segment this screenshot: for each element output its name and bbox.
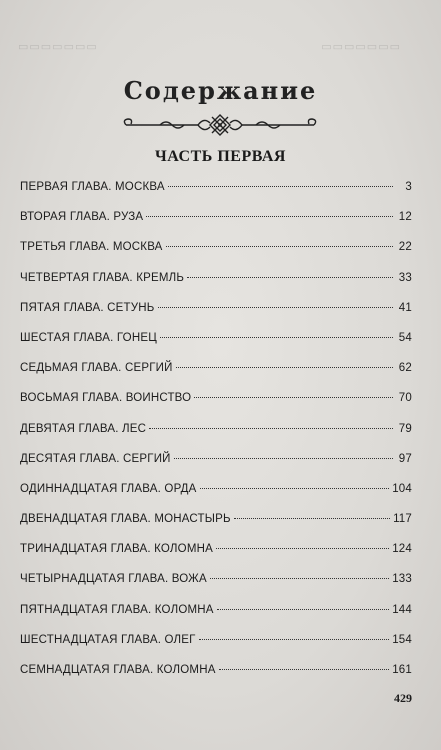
toc-entry-page: 41 xyxy=(398,301,412,314)
toc-entry-page: 133 xyxy=(392,573,412,586)
toc-entry-title: ВТОРАЯ ГЛАВА. РУЗА xyxy=(20,211,144,224)
dot-leader xyxy=(200,488,390,489)
toc-entry-title: СЕМНАДЦАТАЯ ГЛАВА. КОЛОМНА xyxy=(20,664,216,676)
toc-entry-page: 79 xyxy=(398,422,412,435)
toc-entry-title: ПЯТАЯ ГЛАВА. СЕТУНЬ xyxy=(20,301,155,314)
toc-entry-title: ОДИННАДЦАТАЯ ГЛАВА. ОРДА xyxy=(20,482,197,495)
toc-entry-page: 70 xyxy=(398,392,412,405)
dot-leader xyxy=(194,397,393,398)
dot-leader xyxy=(234,518,390,519)
toc-entry-page: 104 xyxy=(392,482,412,495)
dot-leader xyxy=(210,578,389,579)
toc-entry xyxy=(20,392,412,422)
toc-entry xyxy=(20,513,412,543)
dot-leader xyxy=(168,186,393,187)
toc-entry-title: ПЕРВАЯ ГЛАВА. МОСКВА xyxy=(20,181,165,193)
table-of-contents xyxy=(20,181,412,694)
dot-leader xyxy=(149,428,393,429)
dot-leader xyxy=(219,669,390,670)
dot-leader xyxy=(166,246,393,247)
toc-entry-title: ДВЕНАДЦАТАЯ ГЛАВА. МОНАСТЫРЬ xyxy=(20,513,231,526)
toc-entry-title: ЧЕТЫРНАДЦАТАЯ ГЛАВА. ВОЖА xyxy=(20,573,207,586)
toc-entry-page: 3 xyxy=(405,181,412,193)
toc-entry-page: 144 xyxy=(392,603,412,616)
toc-entry-page: 12 xyxy=(398,211,412,224)
toc-entry xyxy=(20,453,412,483)
contents-heading: Содержание xyxy=(123,76,318,105)
toc-entry-page: 54 xyxy=(398,331,412,344)
dot-leader xyxy=(216,548,389,549)
page-number: 429 xyxy=(394,691,412,705)
toc-entry xyxy=(20,573,412,603)
toc-entry xyxy=(20,604,412,634)
toc-entry-page: 62 xyxy=(398,362,412,375)
dot-leader xyxy=(174,458,393,459)
toc-entry-page: 124 xyxy=(392,543,412,556)
toc-entry-page: 97 xyxy=(398,452,412,465)
dot-leader xyxy=(146,216,393,217)
toc-entry-page: 22 xyxy=(398,241,412,254)
toc-entry-title: ТРИНАДЦАТАЯ ГЛАВА. КОЛОМНА xyxy=(20,543,213,556)
toc-entry-title: ПЯТНАДЦАТАЯ ГЛАВА. КОЛОМНА xyxy=(20,603,214,616)
toc-entry-page: 154 xyxy=(392,633,412,646)
dot-leader xyxy=(158,307,394,308)
dot-leader xyxy=(199,639,390,640)
dot-leader xyxy=(176,367,393,368)
ornamental-divider-icon xyxy=(120,113,320,137)
dot-leader xyxy=(160,337,393,338)
toc-entry xyxy=(20,362,412,392)
toc-entry xyxy=(20,423,412,453)
toc-entry xyxy=(20,332,412,362)
toc-entry xyxy=(20,211,412,241)
toc-entry-page: 33 xyxy=(398,271,412,284)
toc-entry-title: ЧЕТВЕРТАЯ ГЛАВА. КРЕМЛЬ xyxy=(20,271,185,284)
toc-entry xyxy=(20,241,412,271)
toc-entry xyxy=(20,543,412,573)
bleed-through-header: ▭▭▭▭▭▭▭ ▭▭▭▭▭▭▭ xyxy=(18,41,401,53)
toc-entry-title: ШЕСТАЯ ГЛАВА. ГОНЕЦ xyxy=(20,331,157,344)
toc-entry xyxy=(20,181,412,211)
part-title: ЧАСТЬ ПЕРВАЯ xyxy=(155,148,286,165)
dot-leader xyxy=(187,277,393,278)
toc-entry-title: ШЕСТНАДЦАТАЯ ГЛАВА. ОЛЕГ xyxy=(20,633,196,646)
toc-entry-title: ТРЕТЬЯ ГЛАВА. МОСКВА xyxy=(20,241,163,254)
toc-entry-page: 161 xyxy=(392,664,412,676)
toc-entry xyxy=(20,272,412,302)
toc-entry-page: 117 xyxy=(393,513,412,526)
dot-leader xyxy=(217,609,390,610)
toc-entry-title: ДЕСЯТАЯ ГЛАВА. СЕРГИЙ xyxy=(20,452,171,465)
toc-entry-title: ВОСЬМАЯ ГЛАВА. ВОИНСТВО xyxy=(20,392,192,405)
toc-entry-title: СЕДЬМАЯ ГЛАВА. СЕРГИЙ xyxy=(20,362,173,375)
toc-entry-title: ДЕВЯТАЯ ГЛАВА. ЛЕС xyxy=(20,422,147,435)
toc-entry xyxy=(20,302,412,332)
toc-entry xyxy=(20,634,412,664)
toc-entry xyxy=(20,664,412,694)
toc-entry xyxy=(20,483,412,513)
